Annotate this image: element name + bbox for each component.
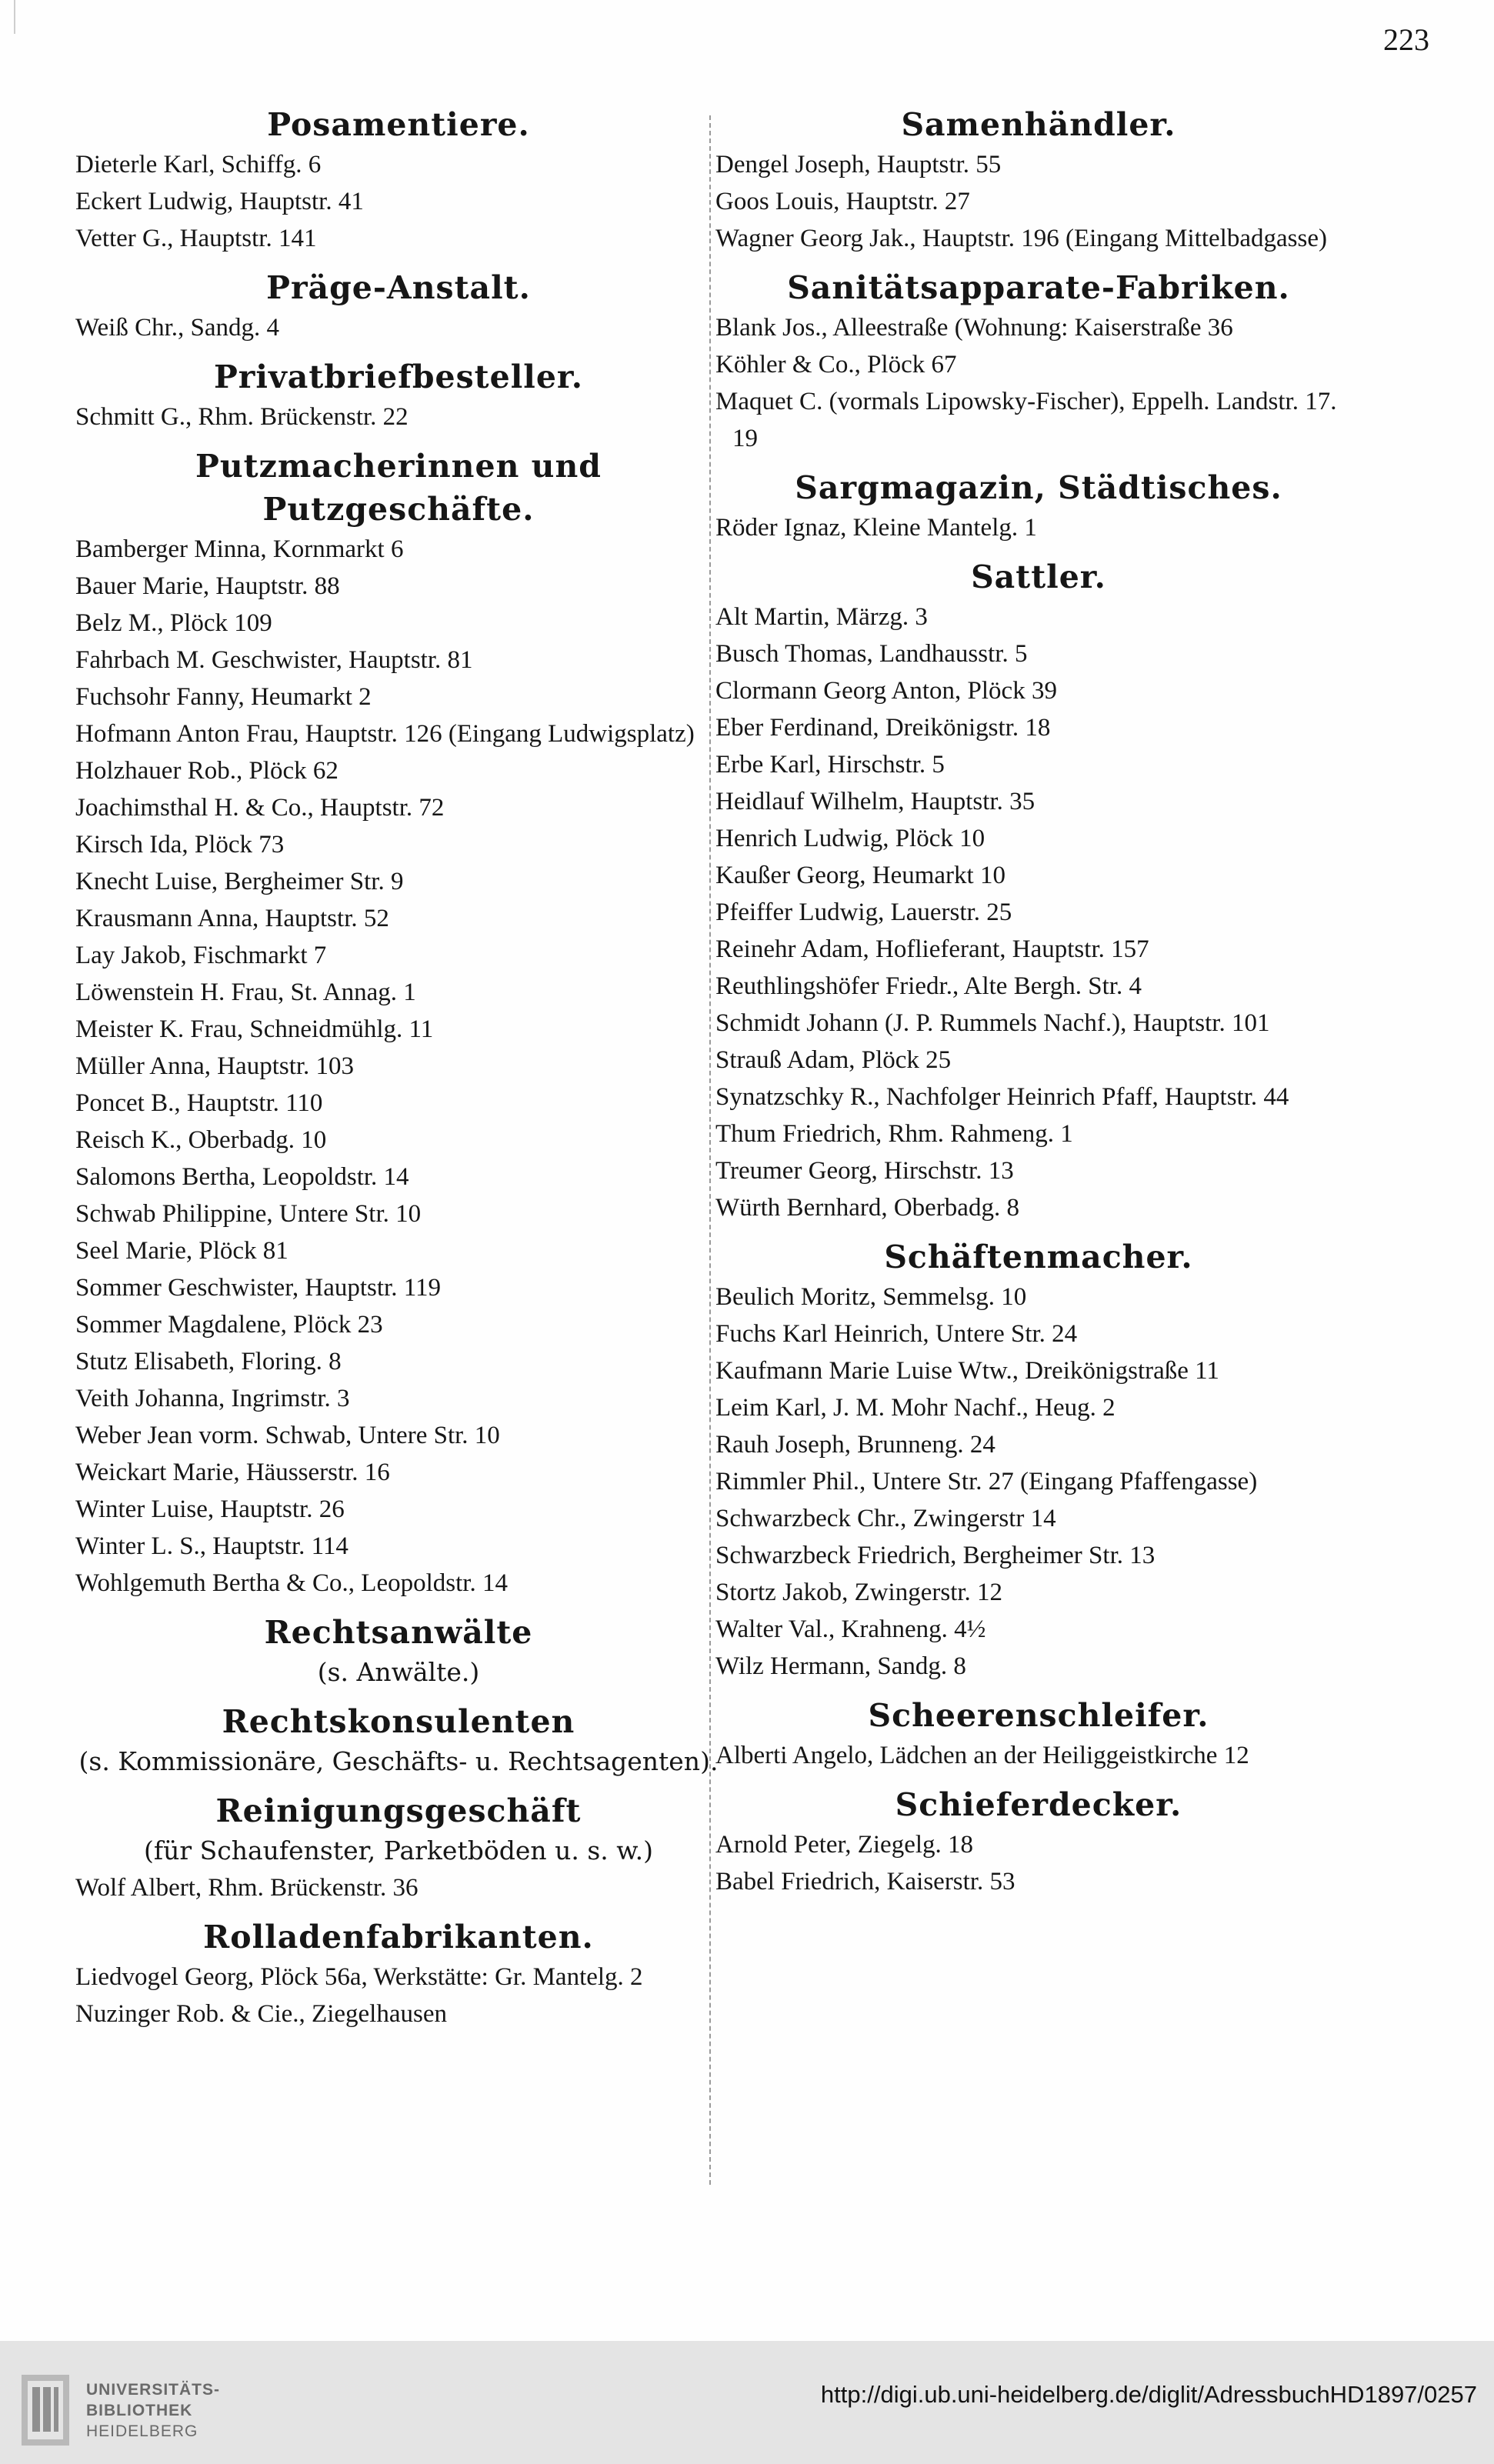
logo-line-2: BIBLIOTHEK [86, 2402, 193, 2419]
directory-section [715, 1235, 1362, 1685]
entry-list [75, 1959, 722, 2032]
directory-entry: Leim Karl, J. M. Mohr Nachf., Heug. 2 [715, 1394, 1115, 1422]
directory-entry: Dengel Joseph, Hauptstr. 55 [715, 151, 1002, 178]
directory-entry: Thum Friedrich, Rhm. Rahmeng. 1 [715, 1120, 1073, 1148]
directory-entry: Fuchsohr Fanny, Heumarkt 2 [75, 683, 372, 711]
directory-entry: Holzhauer Rob., Plöck 62 [75, 757, 338, 785]
section-heading: Privatbriefbesteller. [213, 358, 584, 395]
entry-list [715, 1279, 1362, 1685]
directory-entry: Wohlgemuth Bertha & Co., Leopoldstr. 14 [75, 1569, 508, 1597]
directory-entry: Röder Ignaz, Kleine Mantelg. 1 [715, 514, 1037, 542]
entry-list [75, 398, 722, 435]
directory-entry: Köhler & Co., Plöck 67 [715, 351, 957, 378]
directory-entry: Vetter G., Hauptstr. 141 [75, 225, 317, 252]
directory-entry: Fahrbach M. Geschwister, Hauptstr. 81 [75, 646, 473, 674]
directory-entry: Winter L. S., Hauptstr. 114 [75, 1532, 348, 1560]
directory-entry: Weber Jean vorm. Schwab, Untere Str. 10 [75, 1422, 500, 1449]
directory-section [715, 1694, 1362, 1774]
directory-entry: Liedvogel Georg, Plöck 56a, Werkstätte: Gr. Mantelg. 2 [75, 1963, 643, 1991]
directory-entry: Würth Bernhard, Oberbadg. 8 [715, 1194, 1019, 1222]
directory-entry: Alberti Angelo, Lädchen an der Heiliggeistkirche 12 [715, 1742, 1249, 1769]
directory-entry: Arnold Peter, Ziegelg. 18 [715, 1831, 974, 1859]
directory-section [715, 466, 1362, 546]
entry-list [75, 309, 722, 346]
directory-entry: Belz M., Plöck 109 [75, 609, 272, 637]
section-heading: Samenhändler. [901, 106, 1176, 143]
directory-section [75, 103, 722, 257]
directory-section [75, 266, 722, 346]
directory-entry: Seel Marie, Plöck 81 [75, 1237, 288, 1265]
entry-list [75, 531, 722, 1602]
footer-bar [0, 2341, 1494, 2464]
directory-section [75, 1700, 722, 1780]
directory-section [75, 355, 722, 435]
section-heading: Sanitätsapparate-Fabriken. [787, 269, 1290, 306]
directory-entry: Blank Jos., Alleestraße (Wohnung: Kaiserstraße 36 [715, 314, 1233, 342]
directory-entry: Maquet C. (vormals Lipowsky-Fischer), Eppelh. Landstr. 17. 19 [715, 388, 1337, 452]
directory-entry: Eber Ferdinand, Dreikönigstr. 18 [715, 714, 1051, 742]
directory-entry: Schmidt Johann (J. P. Rummels Nachf.), Hauptstr. 101 [715, 1009, 1270, 1037]
directory-section [75, 1789, 722, 1906]
directory-entry: Lay Jakob, Fischmarkt 7 [75, 942, 327, 969]
directory-section [75, 445, 722, 1602]
directory-entry: Schwarzbeck Friedrich, Bergheimer Str. 13 [715, 1542, 1156, 1569]
directory-entry: Schmitt G., Rhm. Brückenstr. 22 [75, 403, 409, 431]
directory-entry: Kirsch Ida, Plöck 73 [75, 831, 285, 859]
entry-list [75, 1869, 722, 1906]
directory-entry: Veith Johanna, Ingrimstr. 3 [75, 1385, 350, 1412]
entry-list [715, 309, 1362, 457]
directory-entry: Stutz Elisabeth, Floring. 8 [75, 1348, 342, 1375]
directory-entry: Meister K. Frau, Schneidmühlg. 11 [75, 1015, 434, 1043]
entry-list [715, 509, 1362, 546]
directory-entry: Eckert Ludwig, Hauptstr. 41 [75, 188, 364, 215]
directory-section [715, 266, 1362, 457]
directory-entry: Reisch K., Oberbadg. 10 [75, 1126, 327, 1154]
section-heading: Posamentiere. [267, 106, 530, 143]
entry-list [75, 146, 722, 257]
directory-section [715, 1783, 1362, 1900]
directory-entry: Rauh Joseph, Brunneng. 24 [715, 1431, 995, 1459]
directory-entry: Sommer Magdalene, Plöck 23 [75, 1311, 383, 1339]
directory-entry: Wolf Albert, Rhm. Brückenstr. 36 [75, 1874, 419, 1902]
directory-entry: Wilz Hermann, Sandg. 8 [715, 1652, 966, 1680]
section-heading: Sargmagazin, Städtisches. [795, 469, 1282, 506]
directory-entry: Dieterle Karl, Schiffg. 6 [75, 151, 322, 178]
directory-entry: Salomons Bertha, Leopoldstr. 14 [75, 1163, 409, 1191]
section-note: (s. Kommissionäre, Geschäfts- u. Rechtsagenten). [78, 1746, 719, 1776]
section-heading: Schäftenmacher. [884, 1239, 1193, 1275]
directory-entry: Reuthlingshöfer Friedr., Alte Bergh. Str. 4 [715, 972, 1142, 1000]
directory-entry: Treumer Georg, Hirschstr. 13 [715, 1157, 1014, 1185]
source-url-link[interactable]: http://digi.ub.uni-heidelberg.de/diglit/AdressbuchHD1897/0257 [820, 2381, 1477, 2408]
directory-section [75, 1611, 722, 1691]
directory-entry: Fuchs Karl Heinrich, Untere Str. 24 [715, 1320, 1078, 1348]
library-seal-icon [18, 2373, 72, 2447]
directory-entry: Weiß Chr., Sandg. 4 [75, 314, 279, 342]
entry-list [715, 1737, 1362, 1774]
directory-entry: Busch Thomas, Landhausstr. 5 [715, 640, 1028, 668]
directory-entry: Löwenstein H. Frau, St. Annag. 1 [75, 979, 416, 1006]
logo-line-3: HEIDELBERG [86, 2422, 198, 2440]
section-heading: Putzmacherinnen und Putzgeschäfte. [195, 448, 602, 528]
directory-entry: Bamberger Minna, Kornmarkt 6 [75, 535, 404, 563]
directory-entry: Beulich Moritz, Semmelsg. 10 [715, 1283, 1027, 1311]
directory-entry: Winter Luise, Hauptstr. 26 [75, 1495, 345, 1523]
section-heading: Rolladenfabrikanten. [203, 1919, 594, 1956]
directory-entry: Heidlauf Wilhelm, Hauptstr. 35 [715, 788, 1035, 815]
directory-entry: Knecht Luise, Bergheimer Str. 9 [75, 868, 404, 895]
directory-entry: Goos Louis, Hauptstr. 27 [715, 188, 970, 215]
left-column [75, 100, 722, 2042]
directory-entry: Bauer Marie, Hauptstr. 88 [75, 572, 340, 600]
right-column [715, 100, 1362, 1909]
section-note: (für Schaufenster, Parketböden u. s. w.) [144, 1835, 653, 1866]
directory-entry: Schwarzbeck Chr., Zwingerstr 14 [715, 1505, 1056, 1532]
directory-entry: Hofmann Anton Frau, Hauptstr. 126 (Eingang Ludwigsplatz) [75, 720, 695, 748]
section-note: (s. Anwälte.) [317, 1657, 480, 1687]
section-heading: Präge-Anstalt. [266, 269, 531, 306]
directory-entry: Pfeiffer Ludwig, Lauerstr. 25 [715, 899, 1012, 926]
directory-section [715, 555, 1362, 1226]
directory-entry: Henrich Ludwig, Plöck 10 [715, 825, 985, 852]
directory-entry: Rimmler Phil., Untere Str. 27 (Eingang Pfaffengasse) [715, 1468, 1258, 1495]
directory-entry: Sommer Geschwister, Hauptstr. 119 [75, 1274, 441, 1302]
page-number: 223 [1383, 22, 1429, 57]
directory-entry: Wagner Georg Jak., Hauptstr. 196 (Eingang Mittelbadgasse) [715, 225, 1327, 252]
directory-entry: Nuzinger Rob. & Cie., Ziegelhausen [75, 2000, 447, 2028]
section-heading: Scheerenschleifer. [868, 1697, 1209, 1734]
directory-entry: Clormann Georg Anton, Plöck 39 [715, 677, 1057, 705]
directory-entry: Alt Martin, Märzg. 3 [715, 603, 928, 631]
entry-list [715, 1826, 1362, 1900]
directory-entry: Strauß Adam, Plöck 25 [715, 1046, 952, 1074]
directory-entry: Walter Val., Krahneng. 4½ [715, 1615, 986, 1643]
directory-entry: Poncet B., Hauptstr. 110 [75, 1089, 323, 1117]
page-edge-mark [14, 0, 15, 34]
section-heading: Rechtskonsulenten [222, 1703, 575, 1740]
entry-list [715, 598, 1362, 1226]
directory-section [715, 103, 1362, 257]
directory-section [75, 1916, 722, 2032]
directory-entry: Müller Anna, Hauptstr. 103 [75, 1052, 355, 1080]
section-heading: Schieferdecker. [895, 1786, 1182, 1823]
directory-entry: Kaußer Georg, Heumarkt 10 [715, 862, 1005, 889]
directory-entry: Kaufmann Marie Luise Wtw., Dreikönigstraße 11 [715, 1357, 1219, 1385]
logo-line-1: UNIVERSITÄTS- [86, 2381, 221, 2399]
directory-entry: Joachimsthal H. & Co., Hauptstr. 72 [75, 794, 445, 822]
library-logo [18, 2373, 221, 2447]
directory-entry: Synatzschky R., Nachfolger Heinrich Pfaff, Hauptstr. 44 [715, 1083, 1289, 1111]
column-divider [709, 115, 711, 2185]
entry-list [715, 146, 1362, 257]
library-name [86, 2379, 220, 2442]
section-heading: Reinigungsgeschäft [215, 1792, 582, 1829]
section-heading: Rechtsanwälte [264, 1614, 533, 1651]
directory-entry: Weickart Marie, Häusserstr. 16 [75, 1459, 390, 1486]
directory-entry: Erbe Karl, Hirschstr. 5 [715, 751, 945, 779]
directory-entry: Krausmann Anna, Hauptstr. 52 [75, 905, 389, 932]
directory-entry: Reinehr Adam, Hoflieferant, Hauptstr. 157 [715, 935, 1149, 963]
directory-entry: Schwab Philippine, Untere Str. 10 [75, 1200, 422, 1228]
directory-entry: Babel Friedrich, Kaiserstr. 53 [715, 1868, 1015, 1896]
section-heading: Sattler. [971, 558, 1106, 595]
directory-entry: Stortz Jakob, Zwingerstr. 12 [715, 1579, 1003, 1606]
